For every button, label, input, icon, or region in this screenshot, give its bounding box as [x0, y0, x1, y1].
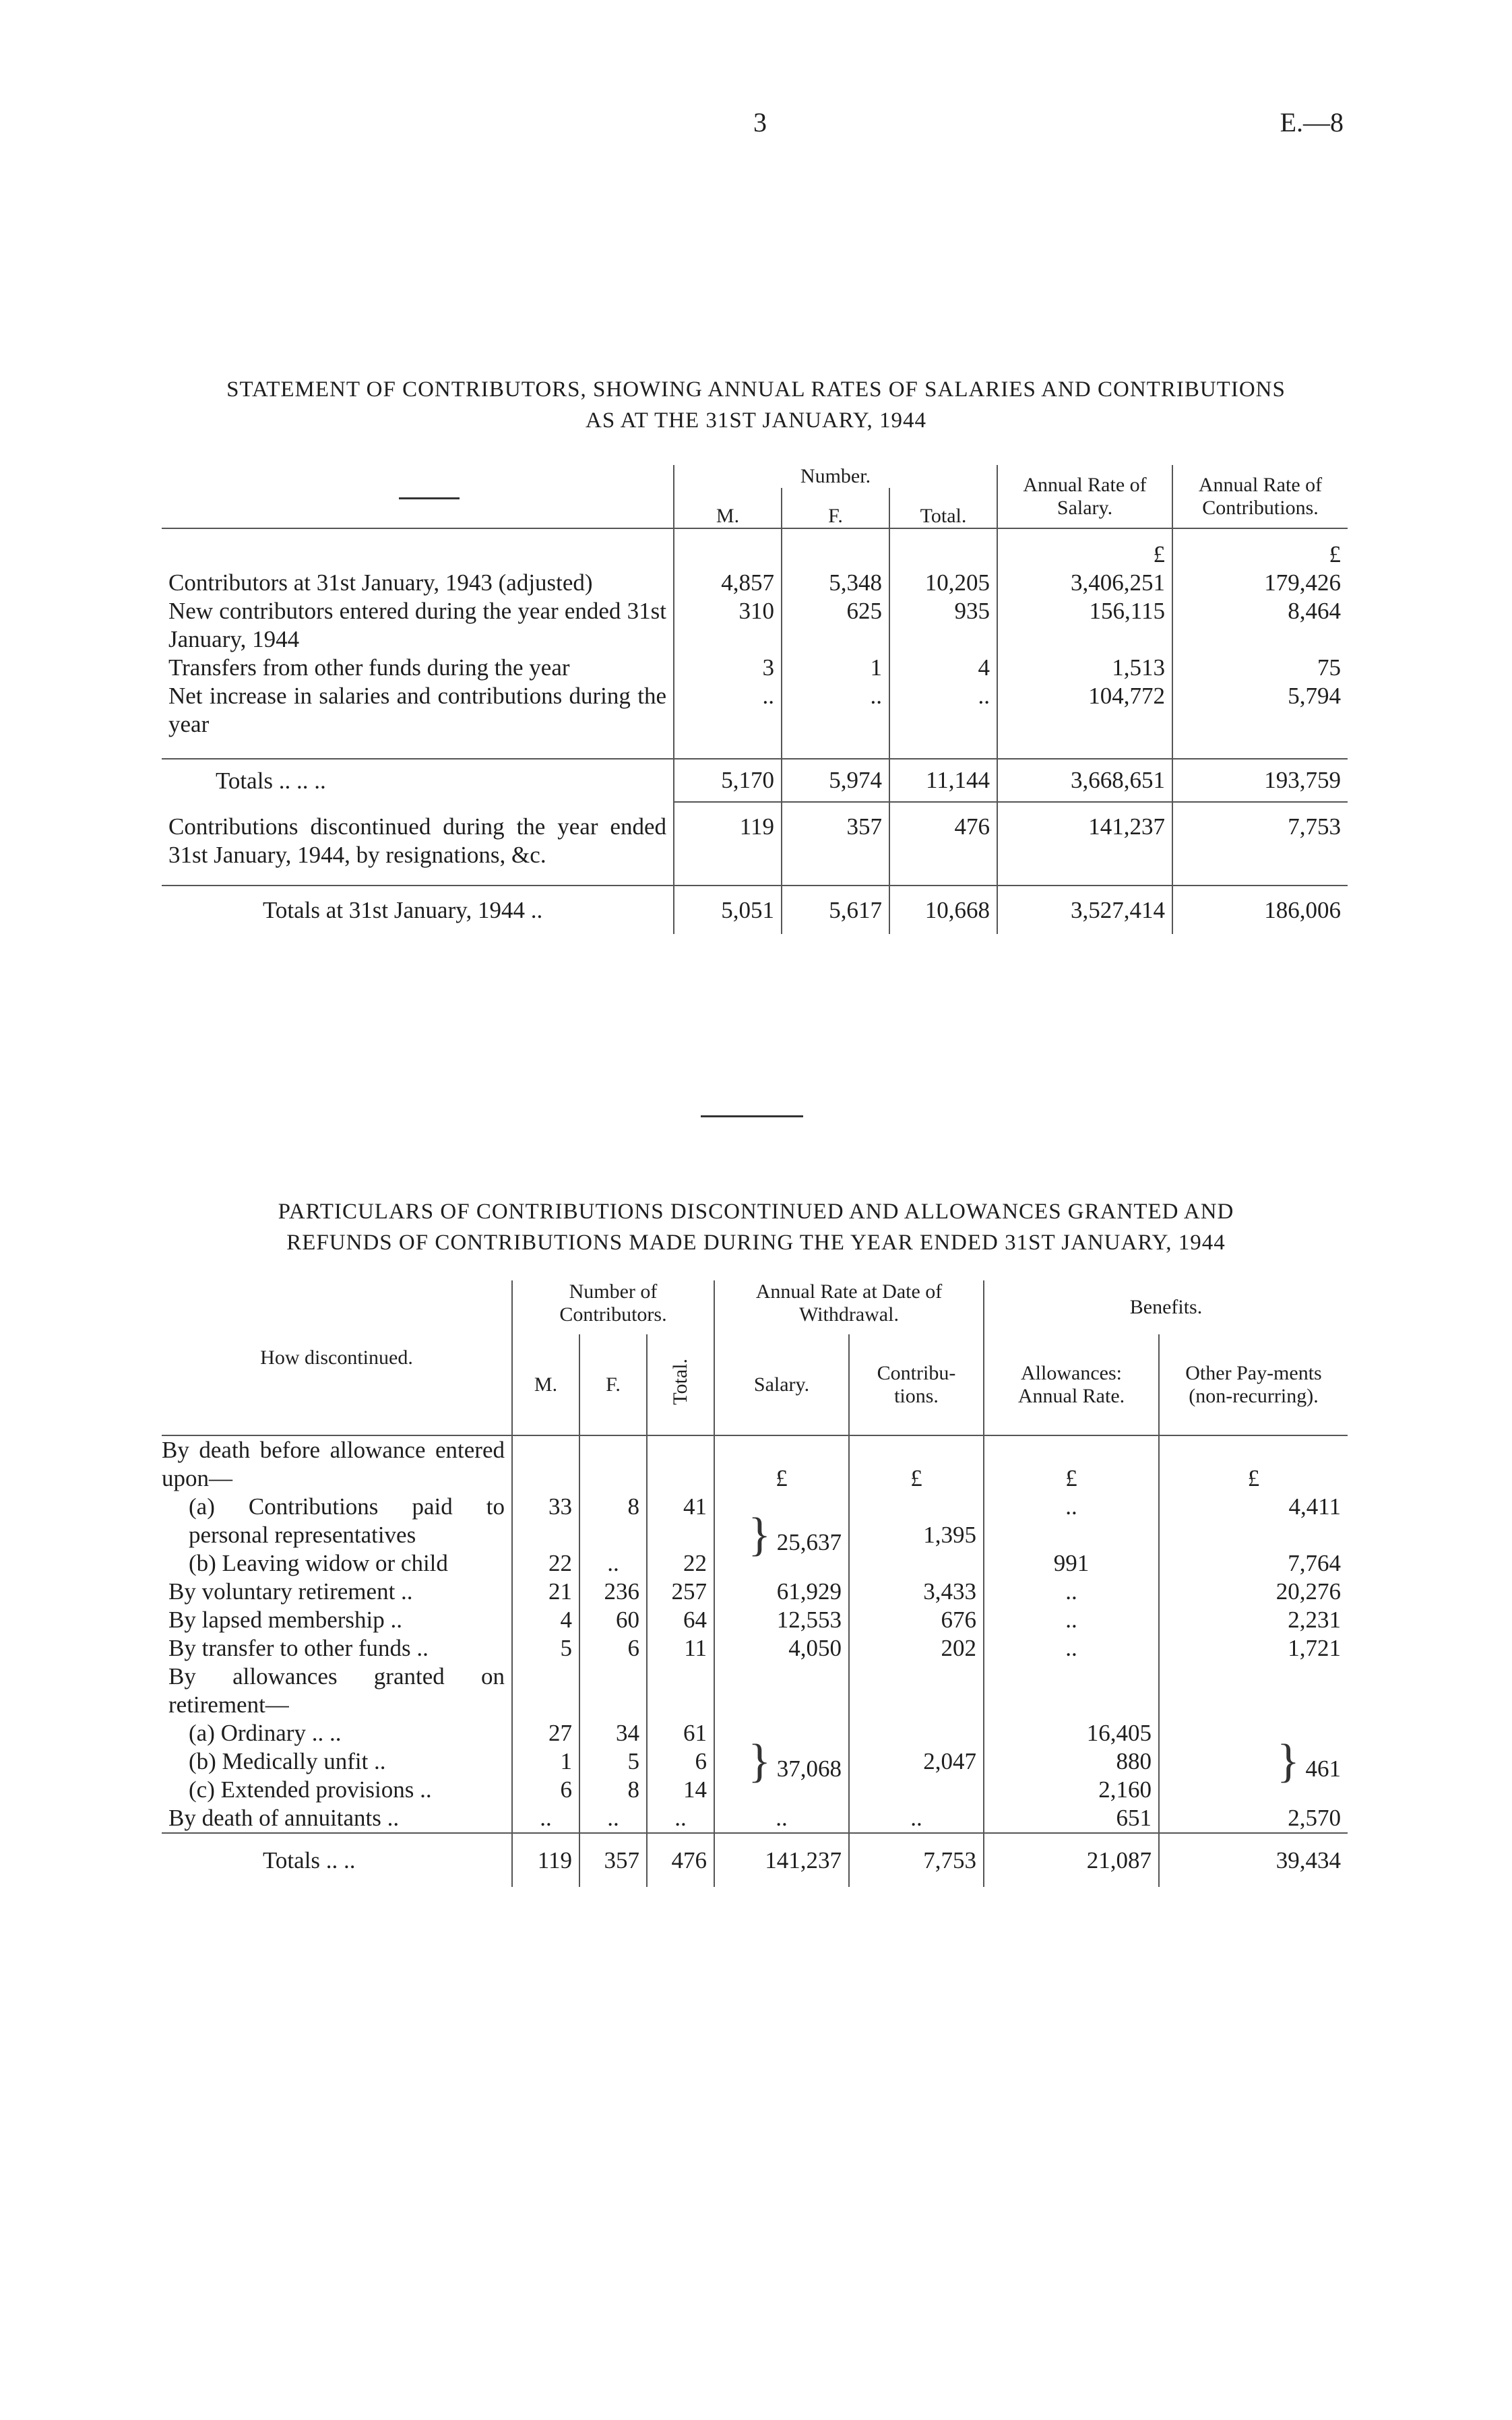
benefits-header: Benefits. [984, 1280, 1348, 1334]
group-retire-other: 461 [1305, 1756, 1341, 1782]
brace-icon: } [748, 1509, 771, 1561]
currency-symbol: £ [997, 528, 1172, 569]
table-row: New contributors entered during the year ended 31st January, 1944 310 625 935 156,115 8,464 [162, 597, 1348, 654]
document-reference: E.—8 [1280, 107, 1344, 137]
table-row: By death before allowance entered upon— £ £ £ £ [162, 1435, 1348, 1493]
f-header: F. [782, 488, 889, 528]
totals-row: Totals .. .. 119 357 476 141,237 7,753 21,087 39,434 [162, 1833, 1348, 1887]
table-row: (c) Extended provisions .. 6 8 14 2,160 [162, 1776, 1348, 1804]
final-totals-row: Totals at 31st January, 1944 .. 5,051 5,617 10,668 3,527,414 186,006 [162, 886, 1348, 934]
totals-row: Totals .. .. .. 5,170 5,974 11,144 3,668,651 193,759 [162, 759, 1348, 802]
table-row: (a) Ordinary .. .. 27 34 61 } 37,068 2,047 16,405 } 461 [162, 1719, 1348, 1747]
contributions-header: Contribu-tions. [849, 1334, 984, 1435]
total-header: Total. [889, 488, 997, 528]
group-retire-contributions: 2,047 [849, 1719, 984, 1804]
number-header: Number. [674, 465, 997, 488]
how-discontinued-header: How discontinued. [260, 1346, 413, 1369]
currency-symbol: £ [849, 1435, 984, 1493]
table-row: By death of annuitants .. .. .. .. .. .. 651 2,570 [162, 1804, 1348, 1833]
table2-title-line2: REFUNDS OF CONTRIBUTIONS MADE DURING THE YEAR ENDED 31ST JANUARY, 1944 [286, 1231, 1226, 1255]
table-row: Net increase in salaries and contributions during the year .. .. .. 104,772 5,794 [162, 682, 1348, 739]
brace-icon: } [748, 1735, 771, 1787]
currency-symbol: £ [1159, 1435, 1348, 1493]
page-number: 3 [753, 107, 767, 137]
table-row: By lapsed membership .. 4 60 64 12,553 676 .. 2,231 [162, 1606, 1348, 1634]
table2-title [0, 1196, 1512, 1258]
currency-symbol: £ [714, 1435, 849, 1493]
brace-icon: } [1277, 1735, 1300, 1787]
group-death-salary: 25,637 [776, 1529, 842, 1555]
table-row: By transfer to other funds .. 5 6 11 4,050 202 .. 1,721 [162, 1634, 1348, 1663]
group-death-contributions: 1,395 [849, 1493, 984, 1578]
currency-symbol: £ [1172, 528, 1348, 569]
f-header: F. [579, 1334, 647, 1435]
table1-title-line1: STATEMENT OF CONTRIBUTORS, SHOWING ANNUAL RATES OF SALARIES AND CONTRIBUTIONS [226, 377, 1286, 402]
table-row: Contributions discontinued during the year ended 31st January, 1944, by resignations, &c. 119 357 476 141,237 7,753 [162, 813, 1348, 869]
table-row: (b) Leaving widow or child 22 .. 22 991 7,764 [162, 1549, 1348, 1578]
table-row: (a) Contributions paid to personal representatives 33 8 41 } 25,637 1,395 .. 4,411 [162, 1493, 1348, 1549]
salary-header: Annual Rate of Salary. [997, 465, 1172, 528]
currency-symbol: £ [984, 1435, 1159, 1493]
table2-title-line1: PARTICULARS OF CONTRIBUTIONS DISCONTINUED AND ALLOWANCES GRANTED AND [278, 1200, 1234, 1224]
number-of-contributors-header: Number of Contributors. [512, 1280, 714, 1334]
group-retire-salary: 37,068 [776, 1756, 842, 1782]
contributors-table [162, 465, 1348, 934]
salary-header: Salary. [714, 1334, 849, 1435]
allowances-header: Allowances: Annual Rate. [984, 1334, 1159, 1435]
table1-title-line2: AS AT THE 31ST JANUARY, 1944 [585, 408, 926, 433]
other-payments-header: Other Pay-ments (non-recurring). [1159, 1334, 1348, 1435]
total-header: Total. [669, 1359, 691, 1405]
table-row: (b) Medically unfit .. 1 5 6 880 [162, 1747, 1348, 1776]
m-header: M. [674, 488, 782, 528]
m-header: M. [512, 1334, 579, 1435]
table-row: By allowances granted on retirement— [162, 1663, 1348, 1719]
table-row: Contributors at 31st January, 1943 (adjusted) 4,857 5,348 10,205 3,406,251 179,426 [162, 569, 1348, 597]
table1-title [0, 374, 1512, 436]
table-row: Transfers from other funds during the year 3 1 4 1,513 75 [162, 654, 1348, 682]
table-row: By voluntary retirement .. 21 236 257 61,929 3,433 .. 20,276 [162, 1578, 1348, 1606]
contributions-header: Annual Rate of Contributions. [1172, 465, 1348, 528]
annual-rate-header: Annual Rate at Date of Withdrawal. [714, 1280, 984, 1334]
section-divider [701, 1115, 803, 1117]
discontinued-table [162, 1280, 1348, 1887]
